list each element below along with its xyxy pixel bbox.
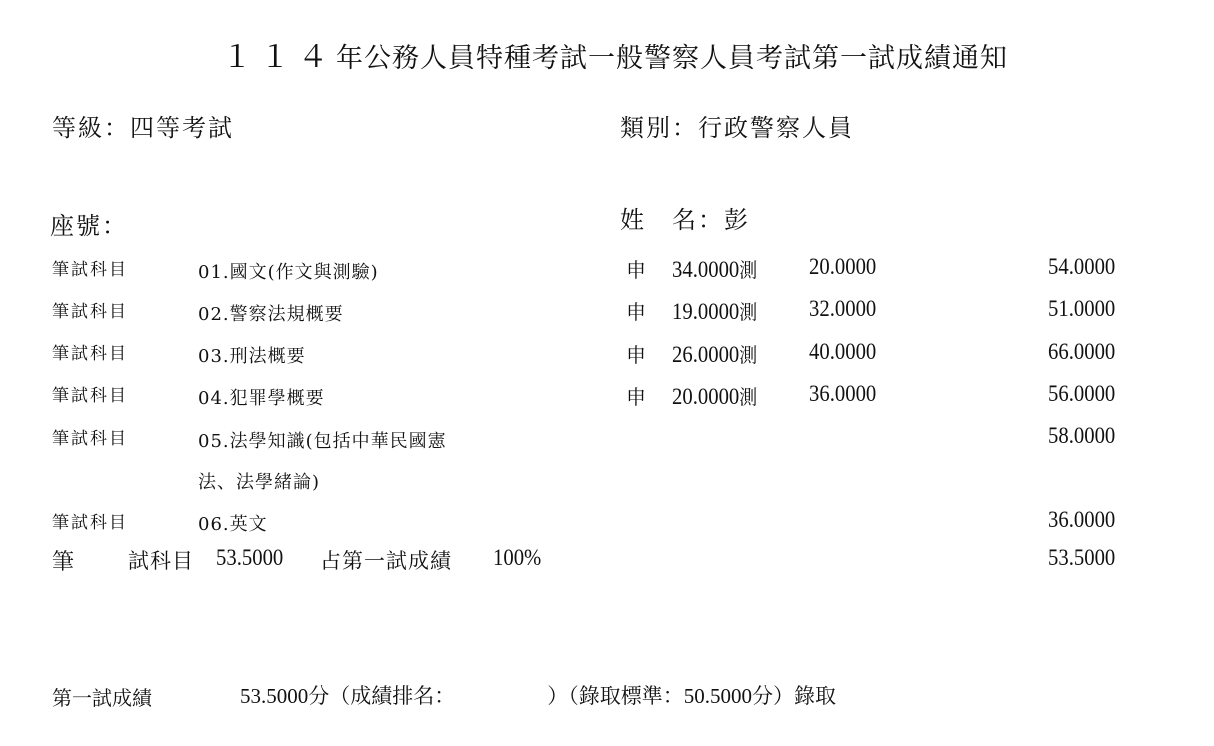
- test-mark: 測: [739, 302, 758, 324]
- summary-label-rest: 試科目: [128, 549, 194, 573]
- category-field: [620, 108, 854, 143]
- subject-name: 06.英文: [198, 514, 268, 535]
- subject-type-label: 筆試科目: [52, 429, 128, 449]
- rank-open: （成績排名：: [329, 684, 456, 708]
- summary-weight-label: 占第一試成績: [320, 549, 452, 573]
- standard-value: 50.5000分: [683, 684, 773, 708]
- subject-name: 04.犯罪學概要: [198, 388, 325, 409]
- subject-total: 36.0000: [1048, 507, 1116, 532]
- test-score: 32.0000: [809, 296, 877, 321]
- title-year: １１４: [222, 41, 336, 74]
- subject-type-label: 筆試科目: [52, 302, 128, 322]
- test-mark: 測: [739, 345, 758, 367]
- result-line: [240, 680, 836, 710]
- result-label: 第一試成績: [52, 686, 152, 710]
- essay-score: 26.0000測: [672, 342, 758, 367]
- essay-mark: 申: [626, 343, 646, 367]
- subject-type-label: 筆試科目: [52, 260, 128, 280]
- level-value: 四等考試: [130, 114, 234, 142]
- subject-name: 02.警察法規概要: [198, 304, 344, 325]
- test-mark: 測: [739, 260, 758, 282]
- seat-label: 座號：: [50, 212, 128, 240]
- subject-total: 66.0000: [1048, 339, 1116, 364]
- subject-name: 03.刑法概要: [198, 346, 306, 367]
- test-score: 36.0000: [809, 381, 877, 406]
- subject-total: 54.0000: [1048, 254, 1116, 279]
- essay-mark: 申: [626, 258, 646, 282]
- rank-close: ）: [547, 684, 569, 708]
- title-text: 年公務人員特種考試一般警察人員考試第一試成績通知: [336, 43, 1008, 74]
- level-field: [52, 108, 234, 143]
- subject-type-label: 筆試科目: [52, 386, 128, 406]
- subject-total: 51.0000: [1048, 296, 1116, 321]
- name-value: 彭: [724, 206, 750, 234]
- test-mark: 測: [739, 387, 758, 409]
- essay-score: 20.0000測: [672, 384, 758, 409]
- subject-name: 01.國文(作文與測驗): [198, 262, 379, 283]
- summary-label-first: 筆: [52, 550, 75, 575]
- essay-mark: 申: [626, 385, 646, 409]
- result-outcome: 錄取: [794, 684, 836, 708]
- summary-total: 53.5000: [1048, 545, 1116, 570]
- subject-type-label: 筆試科目: [52, 344, 128, 364]
- category-value: 行政警察人員: [698, 114, 854, 142]
- subject-total: 56.0000: [1048, 381, 1116, 406]
- essay-mark: 申: [626, 300, 646, 324]
- category-label: 類別：: [620, 114, 698, 142]
- subject-name: 05.法學知識(包括中華民國憲: [198, 431, 447, 452]
- subject-type-label: 筆試科目: [52, 513, 128, 533]
- test-score: 20.0000: [809, 254, 877, 279]
- summary-average: 53.5000: [216, 545, 284, 570]
- subject-name-continued: 法、法學緒論): [198, 472, 321, 493]
- standard-open: （錄取標準：: [568, 684, 684, 708]
- seat-field: [50, 206, 128, 241]
- summary-weight-value: 100%: [493, 545, 542, 570]
- essay-score: 19.0000測: [672, 299, 758, 324]
- subject-total: 58.0000: [1048, 423, 1116, 448]
- result-score: 53.5000分: [240, 684, 330, 708]
- essay-score: 34.0000測: [672, 257, 758, 282]
- test-score: 40.0000: [809, 339, 877, 364]
- level-label: 等級：: [52, 114, 130, 142]
- document-title: [0, 32, 1214, 76]
- name-label: 姓 名：: [620, 206, 724, 234]
- name-field: [620, 200, 750, 235]
- standard-close: ）: [773, 684, 794, 708]
